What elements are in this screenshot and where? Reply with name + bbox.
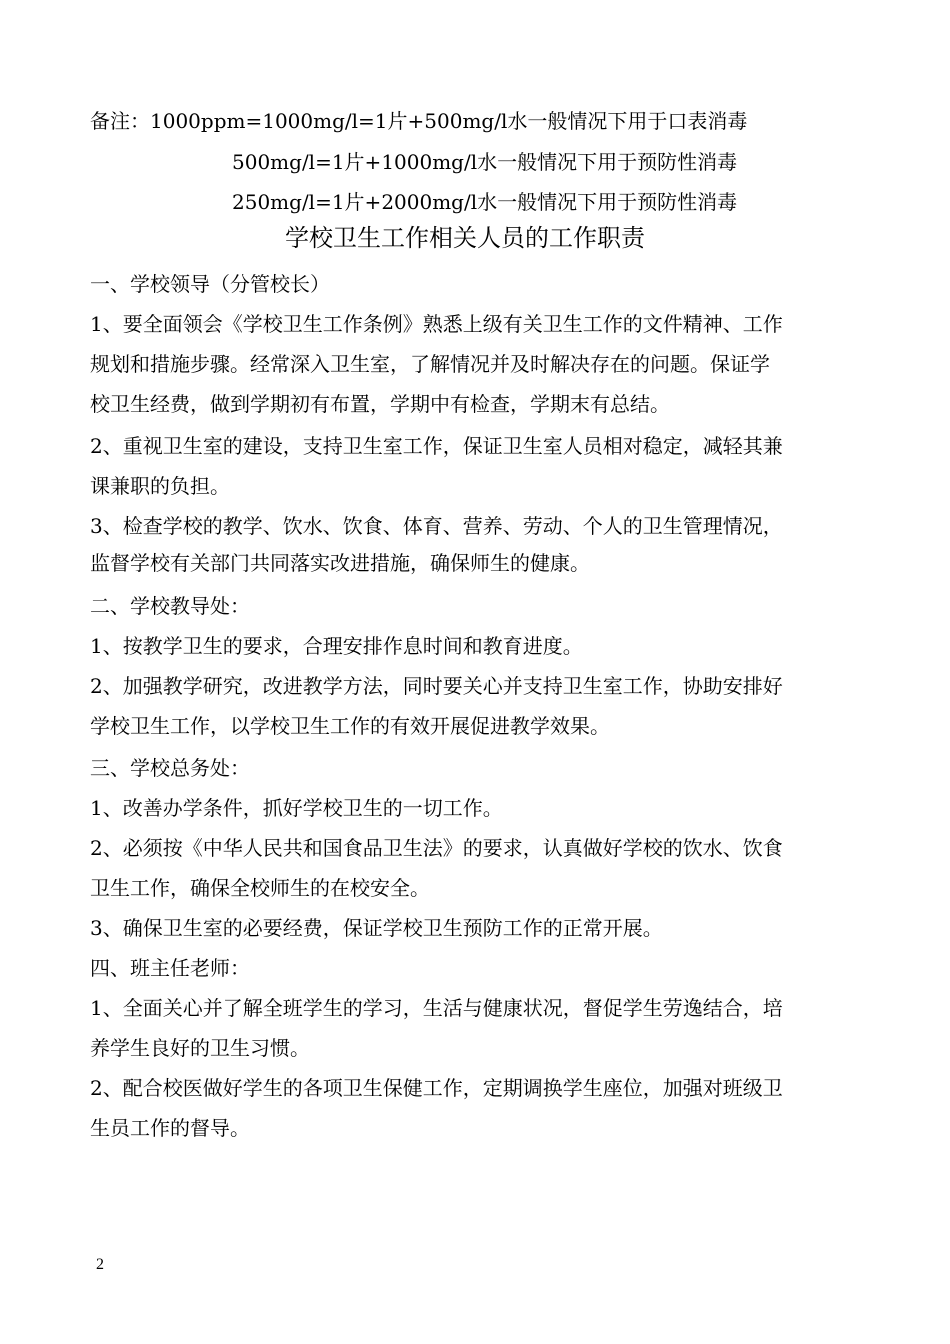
paragraph-line: 规划和措施步骤。经常深入卫生室，了解情况并及时解决存在的问题。保证学 (90, 352, 770, 376)
paragraph-line: 3、检查学校的教学、饮水、饮食、体育、营养、劳动、个人的卫生管理情况， (90, 514, 783, 538)
section-heading-1: 一、学校领导（分管校长） (90, 272, 330, 296)
paragraph-line: 1、全面关心并了解全班学生的学习，生活与健康状况，督促学生劳逸结合，培 (90, 996, 783, 1020)
paragraph-line: 2、加强教学研究，改进教学方法，同时要关心并支持卫生室工作，协助安排好 (90, 674, 783, 698)
section-heading-4: 四、班主任老师： (90, 956, 250, 980)
note-line-2: 500mg/l=1片+1000mg/l水一般情况下用于预防性消毒 (232, 150, 738, 174)
paragraph-line: 1、改善办学条件，抓好学校卫生的一切工作。 (90, 796, 503, 820)
paragraph-line: 2、重视卫生室的建设，支持卫生室工作，保证卫生室人员相对稳定，减轻其兼 (90, 434, 783, 458)
paragraph-line: 1、要全面领会《学校卫生工作条例》熟悉上级有关卫生工作的文件精神、工作 (90, 312, 783, 336)
paragraph-line: 3、确保卫生室的必要经费，保证学校卫生预防工作的正常开展。 (90, 916, 663, 940)
paragraph-line: 生员工作的督导。 (90, 1116, 250, 1140)
paragraph-line: 监督学校有关部门共同落实改进措施，确保师生的健康。 (90, 551, 590, 575)
paragraph-line: 2、必须按《中华人民共和国食品卫生法》的要求，认真做好学校的饮水、饮食 (90, 836, 783, 860)
paragraph-line: 学校卫生工作，以学校卫生工作的有效开展促进教学效果。 (90, 714, 610, 738)
paragraph-line: 2、配合校医做好学生的各项卫生保健工作，定期调换学生座位，加强对班级卫 (90, 1076, 783, 1100)
paragraph-line: 卫生工作，确保全校师生的在校安全。 (90, 876, 430, 900)
paragraph-line: 校卫生经费，做到学期初有布置，学期中有检查，学期末有总结。 (90, 392, 670, 416)
note-line-3: 250mg/l=1片+2000mg/l水一般情况下用于预防性消毒 (232, 190, 738, 214)
paragraph-line: 课兼职的负担。 (90, 474, 230, 498)
note-line-1: 备注：1000ppm=1000mg/l=1片+500mg/l水一般情况下用于口表消毒 (90, 109, 748, 133)
paragraph-line: 养学生良好的卫生习惯。 (90, 1036, 310, 1060)
section-heading-2: 二、学校教导处： (90, 594, 250, 618)
paragraph-line: 1、按教学卫生的要求，合理安排作息时间和教育进度。 (90, 634, 583, 658)
page-title: 学校卫生工作相关人员的工作职责 (285, 224, 645, 252)
page-number: 2 (96, 1256, 104, 1273)
section-heading-3: 三、学校总务处： (90, 756, 250, 780)
